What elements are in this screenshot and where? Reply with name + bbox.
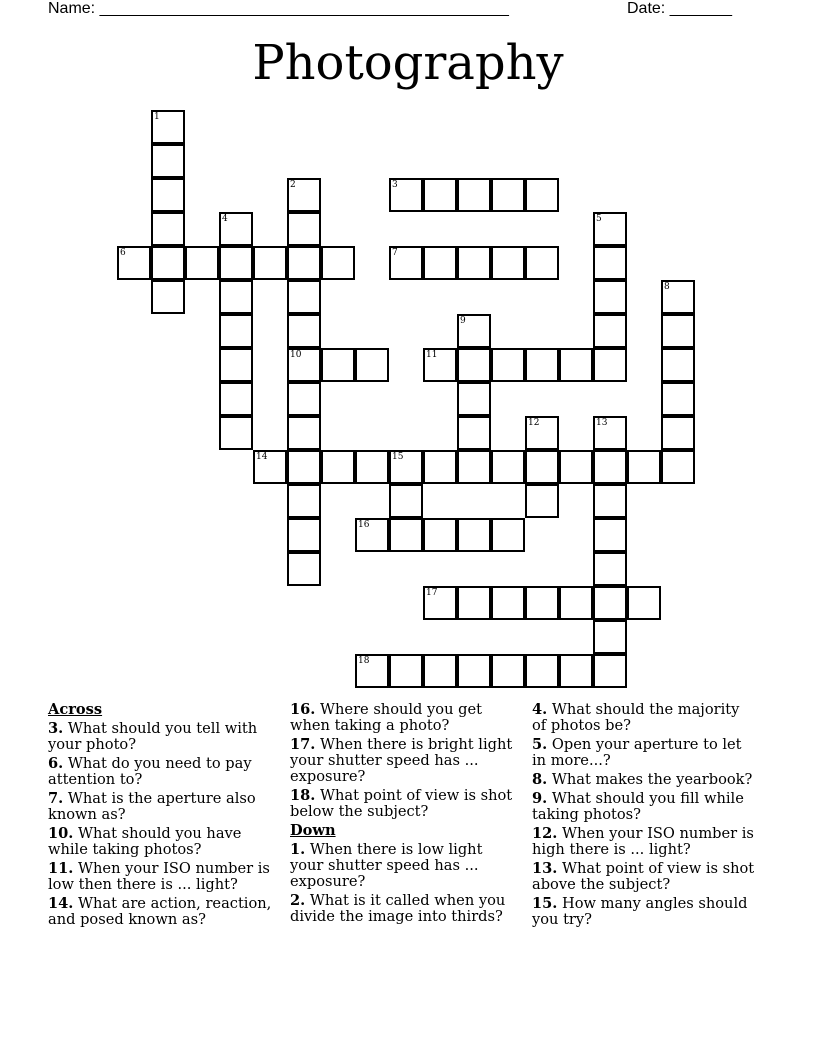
grid-cell[interactable] bbox=[457, 348, 491, 382]
clue-number: 8 bbox=[664, 282, 670, 292]
grid-cell[interactable] bbox=[287, 416, 321, 450]
clue-number: 7 bbox=[392, 248, 398, 258]
clue-across-14: 14. What are action, reaction, and posed known as? bbox=[48, 895, 272, 928]
clue-down-8: 8. What makes the yearbook? bbox=[532, 771, 753, 788]
across-heading: Across bbox=[48, 701, 103, 718]
grid-cell[interactable] bbox=[525, 246, 559, 280]
grid-cell[interactable] bbox=[457, 416, 491, 450]
grid-cell[interactable] bbox=[593, 416, 627, 450]
clue-number: 13 bbox=[596, 418, 608, 428]
grid-cell[interactable] bbox=[219, 212, 253, 246]
clue-number: 9 bbox=[460, 316, 466, 326]
clue-across-3: 3. What should you tell with your photo? bbox=[48, 720, 258, 753]
grid-cell[interactable] bbox=[219, 348, 253, 382]
grid-cell[interactable] bbox=[593, 552, 627, 586]
grid-cell[interactable] bbox=[287, 314, 321, 348]
grid-cell[interactable] bbox=[457, 246, 491, 280]
grid-cell[interactable] bbox=[525, 416, 559, 450]
clue-across-18: 18. What point of view is shot below the subject? bbox=[290, 787, 513, 820]
clues-column-3 bbox=[532, 702, 757, 931]
grid-cell[interactable] bbox=[321, 348, 355, 382]
grid-cell[interactable] bbox=[423, 654, 457, 688]
grid-cell[interactable] bbox=[389, 178, 423, 212]
clue-number: 17 bbox=[426, 588, 438, 598]
clue-number: 3 bbox=[392, 180, 398, 190]
clue-number: 11 bbox=[426, 350, 438, 360]
grid-cell[interactable] bbox=[593, 654, 627, 688]
grid-cell[interactable] bbox=[491, 654, 525, 688]
grid-cell[interactable] bbox=[457, 518, 491, 552]
grid-cell[interactable] bbox=[355, 450, 389, 484]
grid-cell[interactable] bbox=[559, 654, 593, 688]
grid-cell[interactable] bbox=[389, 450, 423, 484]
grid-cell[interactable] bbox=[457, 382, 491, 416]
grid-cell[interactable] bbox=[287, 348, 321, 382]
clue-down-9: 9. What should you fill while taking photos? bbox=[532, 790, 744, 823]
grid-cell[interactable] bbox=[219, 382, 253, 416]
grid-cell[interactable] bbox=[151, 144, 185, 178]
grid-cell[interactable] bbox=[491, 178, 525, 212]
grid-cell[interactable] bbox=[661, 348, 695, 382]
name-field-label[interactable]: Name: ______________________________________________ bbox=[48, 0, 509, 17]
grid-cell[interactable] bbox=[151, 280, 185, 314]
clue-down-5: 5. Open your aperture to let in more...? bbox=[532, 736, 742, 769]
grid-cell[interactable] bbox=[457, 450, 491, 484]
grid-cell[interactable] bbox=[457, 586, 491, 620]
grid-cell[interactable] bbox=[253, 246, 287, 280]
down-heading: Down bbox=[290, 822, 336, 839]
grid-cell[interactable] bbox=[593, 450, 627, 484]
clue-number: 10 bbox=[290, 350, 302, 360]
grid-cell[interactable] bbox=[389, 654, 423, 688]
grid-cell[interactable] bbox=[593, 348, 627, 382]
grid-cell[interactable] bbox=[593, 620, 627, 654]
clue-across-16: 16. Where should you get when taking a photo? bbox=[290, 701, 482, 734]
clues-column-1 bbox=[48, 702, 273, 931]
grid-cell[interactable] bbox=[287, 178, 321, 212]
grid-cell[interactable] bbox=[525, 484, 559, 518]
grid-cell[interactable] bbox=[491, 586, 525, 620]
grid-cell[interactable] bbox=[593, 518, 627, 552]
grid-cell[interactable] bbox=[287, 246, 321, 280]
grid-cell[interactable] bbox=[525, 348, 559, 382]
page-title: Photography bbox=[252, 35, 564, 91]
grid-cell[interactable] bbox=[423, 246, 457, 280]
grid-cell[interactable] bbox=[287, 484, 321, 518]
grid-cell[interactable] bbox=[389, 518, 423, 552]
grid-cell[interactable] bbox=[287, 382, 321, 416]
clue-across-10: 10. What should you have while taking photos? bbox=[48, 825, 242, 858]
grid-cell[interactable] bbox=[525, 450, 559, 484]
clue-number: 5 bbox=[596, 214, 602, 224]
clue-down-15: 15. How many angles should you try? bbox=[532, 895, 748, 928]
grid-cell[interactable] bbox=[219, 280, 253, 314]
grid-cell[interactable] bbox=[593, 280, 627, 314]
grid-cell[interactable] bbox=[491, 450, 525, 484]
clue-across-7: 7. What is the aperture also known as? bbox=[48, 790, 256, 823]
clue-down-4: 4. What should the majority of photos be? bbox=[532, 701, 740, 734]
grid-cell[interactable] bbox=[151, 110, 185, 144]
grid-cell[interactable] bbox=[355, 518, 389, 552]
clue-number: 16 bbox=[358, 520, 370, 530]
grid-cell[interactable] bbox=[321, 246, 355, 280]
grid-cell[interactable] bbox=[389, 484, 423, 518]
grid-cell[interactable] bbox=[423, 518, 457, 552]
grid-cell[interactable] bbox=[661, 280, 695, 314]
grid-cell[interactable] bbox=[559, 348, 593, 382]
grid-cell[interactable] bbox=[491, 246, 525, 280]
clue-across-17: 17. When there is bright light your shutter speed has ... exposure? bbox=[290, 736, 513, 785]
grid-cell[interactable] bbox=[185, 246, 219, 280]
clues-column-2 bbox=[290, 702, 518, 928]
grid-cell[interactable] bbox=[559, 586, 593, 620]
clue-number: 14 bbox=[256, 452, 268, 462]
grid-cell[interactable] bbox=[287, 212, 321, 246]
grid-cell[interactable] bbox=[593, 586, 627, 620]
grid-cell[interactable] bbox=[389, 246, 423, 280]
clue-across-6: 6. What do you need to pay attention to? bbox=[48, 755, 252, 788]
clue-number: 2 bbox=[290, 180, 296, 190]
grid-cell[interactable] bbox=[151, 246, 185, 280]
grid-cell[interactable] bbox=[593, 484, 627, 518]
clue-down-12: 12. When your ISO number is high there is ... light? bbox=[532, 825, 754, 858]
grid-cell[interactable] bbox=[423, 450, 457, 484]
clue-down-1: 1. When there is low light your shutter speed has ... exposure? bbox=[290, 841, 483, 890]
grid-cell[interactable] bbox=[525, 178, 559, 212]
grid-cell[interactable] bbox=[355, 348, 389, 382]
grid-cell[interactable] bbox=[151, 178, 185, 212]
grid-cell[interactable] bbox=[219, 416, 253, 450]
grid-cell[interactable] bbox=[151, 212, 185, 246]
grid-cell[interactable] bbox=[423, 348, 457, 382]
clue-number: 4 bbox=[222, 214, 228, 224]
clue-across-11: 11. When your ISO number is low then there is ... light? bbox=[48, 860, 270, 893]
clue-number: 6 bbox=[120, 248, 126, 258]
grid-cell[interactable] bbox=[525, 654, 559, 688]
grid-cell[interactable] bbox=[661, 450, 695, 484]
grid-cell[interactable] bbox=[287, 552, 321, 586]
grid-cell[interactable] bbox=[559, 450, 593, 484]
grid-cell[interactable] bbox=[287, 280, 321, 314]
grid-cell[interactable] bbox=[593, 212, 627, 246]
grid-cell[interactable] bbox=[661, 314, 695, 348]
clue-down-13: 13. What point of view is shot above the subject? bbox=[532, 860, 755, 893]
clue-number: 1 bbox=[154, 112, 160, 122]
date-field-label[interactable]: Date: _______ bbox=[627, 0, 732, 17]
grid-cell[interactable] bbox=[219, 246, 253, 280]
grid-cell[interactable] bbox=[593, 246, 627, 280]
clue-down-2: 2. What is it called when you divide the image into thirds? bbox=[290, 892, 506, 925]
grid-cell[interactable] bbox=[355, 654, 389, 688]
clue-number: 18 bbox=[358, 656, 370, 666]
grid-cell[interactable] bbox=[661, 416, 695, 450]
grid-cell[interactable] bbox=[423, 586, 457, 620]
grid-cell[interactable] bbox=[627, 586, 661, 620]
grid-cell[interactable] bbox=[287, 450, 321, 484]
grid-cell[interactable] bbox=[627, 450, 661, 484]
grid-cell[interactable] bbox=[253, 450, 287, 484]
grid-cell[interactable] bbox=[457, 314, 491, 348]
clue-number: 15 bbox=[392, 452, 404, 462]
grid-cell[interactable] bbox=[491, 348, 525, 382]
grid-cell[interactable] bbox=[491, 518, 525, 552]
grid-cell[interactable] bbox=[661, 382, 695, 416]
grid-cell[interactable] bbox=[219, 314, 253, 348]
grid-cell[interactable] bbox=[457, 178, 491, 212]
grid-cell[interactable] bbox=[287, 518, 321, 552]
grid-cell[interactable] bbox=[593, 314, 627, 348]
grid-cell[interactable] bbox=[117, 246, 151, 280]
clue-number: 12 bbox=[528, 418, 540, 428]
grid-cell[interactable] bbox=[321, 450, 355, 484]
grid-cell[interactable] bbox=[423, 178, 457, 212]
grid-cell[interactable] bbox=[525, 586, 559, 620]
grid-cell[interactable] bbox=[457, 654, 491, 688]
